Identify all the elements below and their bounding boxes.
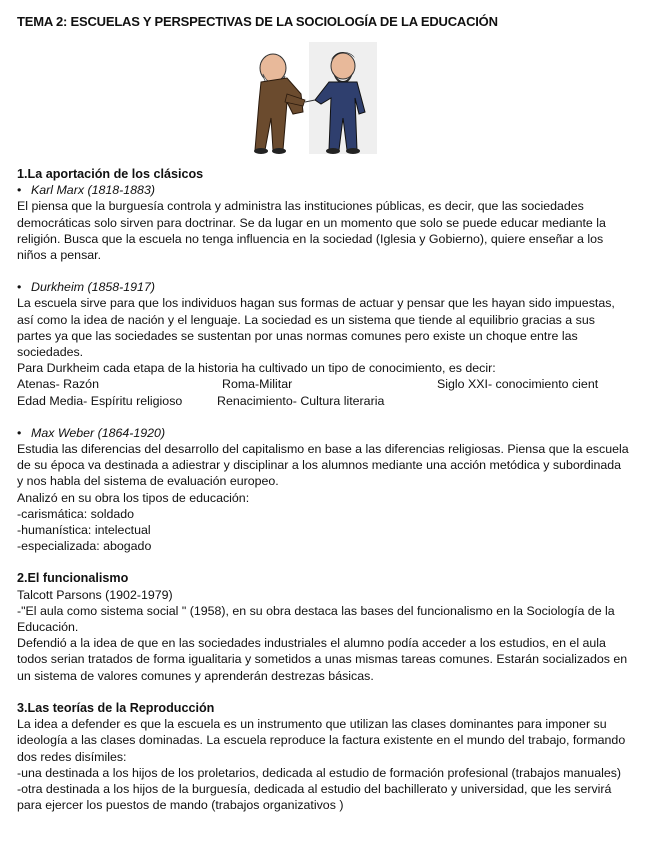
durkheim-heading	[17, 279, 629, 295]
bullet: •	[17, 280, 22, 295]
section-heading-reproduction: 3.Las teorías de la Reproducción	[17, 700, 215, 715]
section-heading-functionalism: 2.El funcionalismo	[17, 571, 129, 586]
cartoon-illustration	[243, 42, 377, 154]
marx-heading	[17, 182, 629, 198]
document-body	[17, 166, 629, 813]
weber-intro: Analizó en su obra los tipos de educación:	[17, 490, 250, 505]
section-heading-classics: 1.La aportación de los clásicos	[17, 167, 204, 181]
durkheim-stages-row-2	[17, 393, 629, 409]
stage-rome: Roma-Militar	[222, 377, 293, 392]
functionalism-p2: Defendió a la idea de que en las sociedades industriales el alumno podía acceder a los estudios, en el aula todos serian tratados de forma igualitaria y sometidos a unas mismas tareas comunes. Estarán socializados en un sistema de valores comunes y aprenderán destrezas básicas.	[17, 636, 628, 683]
weber-text: Estudia las diferencias del desarrollo del capitalismo en base a las diferencias religiosas. Piensa que la escuela de su época va destinada a adiestrar y disciplinar a los alumnos mediante una acción metódica y subordinada y nos habla del sistema de evaluación europeo.	[17, 442, 629, 489]
durkheim-stages-row-1	[17, 376, 629, 392]
bullet: •	[17, 425, 22, 440]
durkheim-intro: Para Durkheim cada etapa de la historia ha cultivado un tipo de conocimiento, es decir:	[17, 361, 496, 376]
weber-name: Max Weber (1864-1920)	[31, 425, 166, 440]
durkheim-name: Durkheim (1858-1917)	[31, 280, 155, 295]
education-type-charismatic: -carismática: soldado	[17, 506, 135, 521]
reproduction-p3: -otra destinada a los hijos de la burguesía, dedicada al estudio del bachillerato y universidad, que les servirá para ejercer los puestos de mando (trabajos organizativos )	[17, 781, 612, 813]
durkheim-text: La escuela sirve para que los individuos hagan sus formas de actuar y pensar que les hayan sido impuestas, así como la idea de nación y el lenguaje. La sociedad es un sistema que tiende al equilibrio gracias a sus partes ya que las sociedades se sustentan por unas normas comunes pero existe un choque entre las sociedades.	[17, 296, 615, 360]
education-type-specialized: -especializada: abogado	[17, 539, 152, 554]
stage-athens: Atenas- Razón	[17, 377, 99, 392]
parsons-author: Talcott Parsons (1902-1979)	[17, 587, 173, 602]
marx-text: El piensa que la burguesía controla y administra las instituciones públicas, es decir, que las sociedades democráticas solo sirven para doctrinar. Se da lugar en un momento que solo se puede educar mediante la religión. Busca que la escuela no tenga influencia en la sociedad (Iglesia y Gobierno), quiere enseñar a los niños a pensar.	[17, 199, 606, 263]
functionalism-p1: -"El aula como sistema social " (1958), en su obra destaca las bases del funcionalismo en la Sociología de la Educación.	[17, 603, 615, 635]
education-type-humanistic: -humanística: intelectual	[17, 523, 151, 538]
bullet: •	[17, 183, 22, 198]
marx-name: Karl Marx (1818-1883)	[31, 183, 155, 198]
reproduction-p2: -una destinada a los hijos de los proletarios, dedicada al estudio de formación profesional (trabajos manuales)	[17, 765, 622, 780]
reproduction-p1: La idea a defender es que la escuela es un instrumento que utilizan las clases dominantes para imponer su ideología a las clases dominadas. La escuela reproduce la factura existente en el mundo del trabajo, formando dos redes disímiles:	[17, 717, 626, 764]
stage-renaissance: Renacimiento- Cultura literaria	[217, 393, 385, 408]
stage-xxi-century: Siglo XXI- conocimiento cient	[437, 377, 599, 392]
document-title: TEMA 2: ESCUELAS Y PERSPECTIVAS DE LA SOCIOLOGÍA DE LA EDUCACIÓN	[17, 14, 498, 29]
weber-heading	[17, 425, 629, 441]
stage-middle-ages: Edad Media- Espíritu religioso	[17, 393, 183, 408]
